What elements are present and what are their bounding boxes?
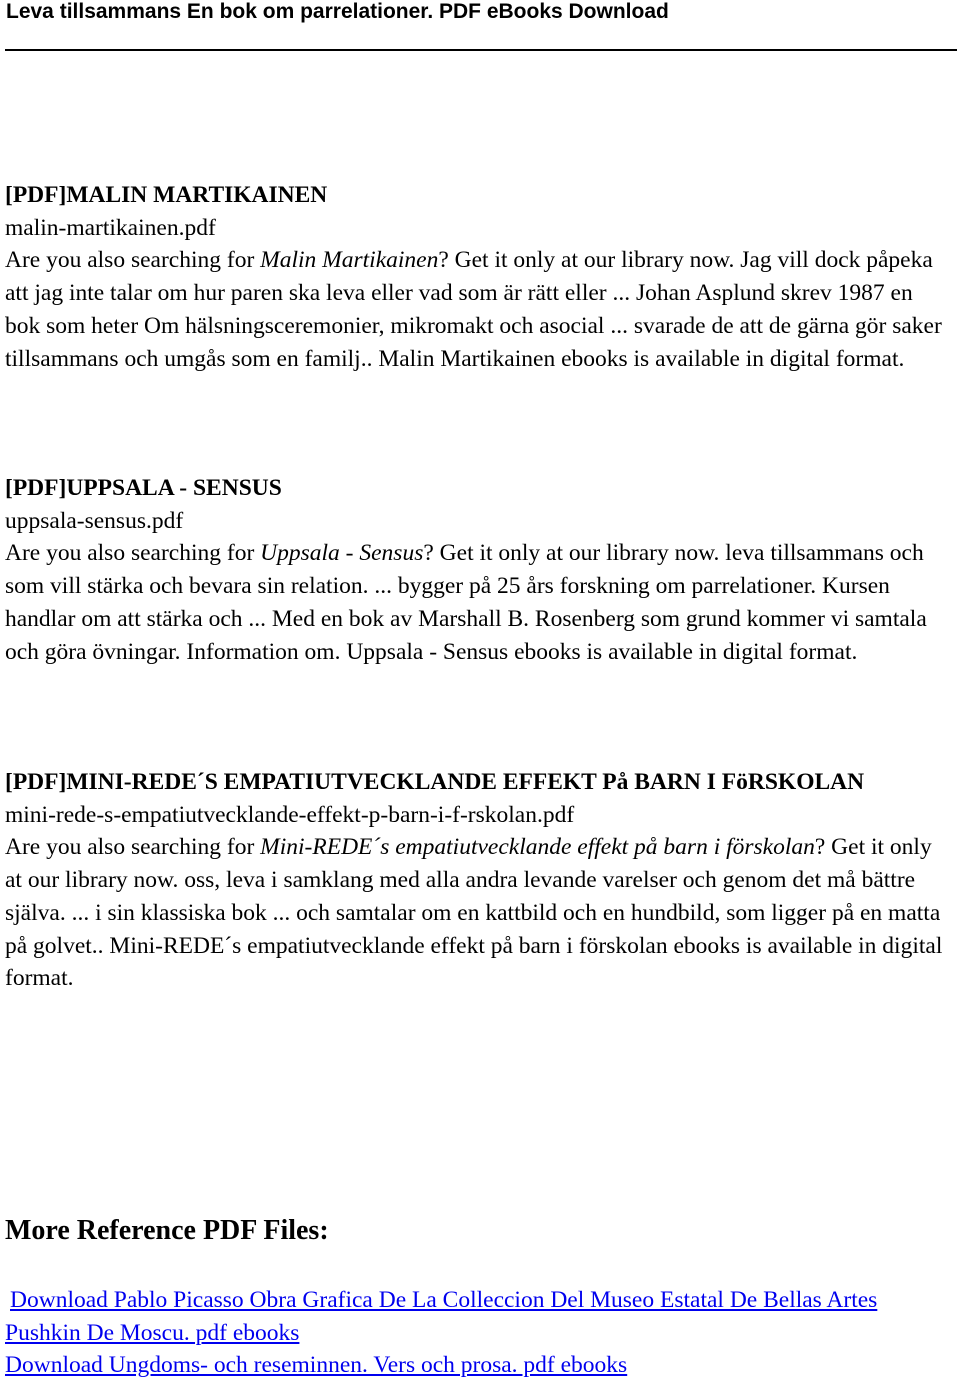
- entry-title: [PDF]UPPSALA - SENSUS: [5, 475, 282, 501]
- entry-description: [5, 244, 950, 375]
- entry-title: [PDF]MALIN MARTIKAINEN: [5, 182, 328, 208]
- entry-ask-prefix: Are you also searching for: [5, 834, 261, 861]
- entry-ask-prefix: Are you also searching for: [5, 540, 261, 567]
- header-divider: [5, 49, 957, 51]
- entry-title: [PDF]MINI-REDE´S EMPATIUTVECKLANDE EFFEKT På BARN I FöRSKOLAN: [5, 769, 865, 795]
- entry-filename: malin-martikainen.pdf: [5, 214, 216, 241]
- pdf-entry: [5, 472, 950, 668]
- entry-description-text: ? Get it only at our library now. oss, leva i samklang med alla andra levande varelser och genom det må bättre själva. ... i sin klassiska bok ... och samtalar om en kattbild och en hundbild, som ligger på en matta på golvet.. Mini-REDE´s empatiutvecklande effekt på barn i förskolan ebooks is available in digital format.: [5, 834, 943, 992]
- reference-links-list: [5, 1284, 950, 1382]
- entry-filename: uppsala-sensus.pdf: [5, 507, 184, 534]
- entry-description: [5, 537, 950, 668]
- reference-link-picasso[interactable]: Download Pablo Picasso Obra Grafica De La Colleccion Del Museo Estatal De Bellas Artes Pushkin De Moscu. pdf ebooks: [5, 1287, 878, 1346]
- entry-description-text: ? Get it only at our library now. leva tillsammans och som vill stärka och bevara sin relation. ... bygger på 25 års forskning om parrelationer. Kursen handlar om att stärka och ... Med en bok av Marshall B. Rosenberg som grund kommer vi samtala och göra övningar. Information om. Uppsala - Sensus ebooks is available in digital format.: [5, 540, 927, 665]
- pdf-entry: [5, 766, 950, 995]
- entry-subject: Malin Martikainen: [260, 247, 439, 274]
- entry-ask-prefix: Are you also searching for: [5, 247, 261, 274]
- more-references-heading: More Reference PDF Files:: [5, 1215, 329, 1246]
- pdf-entry: [5, 179, 950, 375]
- reference-link-ungdoms[interactable]: Download Ungdoms- och reseminnen. Vers och prosa. pdf ebooks: [5, 1352, 628, 1379]
- page-header-title: Leva tillsammans En bok om parrelationer. PDF eBooks Download: [6, 0, 669, 23]
- entry-description-text: ? Get it only at our library now. Jag vill dock påpeka att jag inte talar om hur paren ska leva eller vad som är rätt eller ... Johan Asplund skrev 1987 en bok som heter Om hälsningsceremonier, mikromakt och asocial ... svarade de att de gärna gör saker tillsammans och umgås som en familj.. Malin Martikainen ebooks is available in digital format.: [5, 247, 942, 372]
- entry-subject: Uppsala - Sensus: [260, 540, 424, 567]
- entry-subject: Mini-REDE´s empatiutvecklande effekt på barn i förskolan: [260, 834, 815, 861]
- entry-description: [5, 831, 950, 995]
- entry-filename: mini-rede-s-empatiutvecklande-effekt-p-barn-i-f-rskolan.pdf: [5, 801, 575, 828]
